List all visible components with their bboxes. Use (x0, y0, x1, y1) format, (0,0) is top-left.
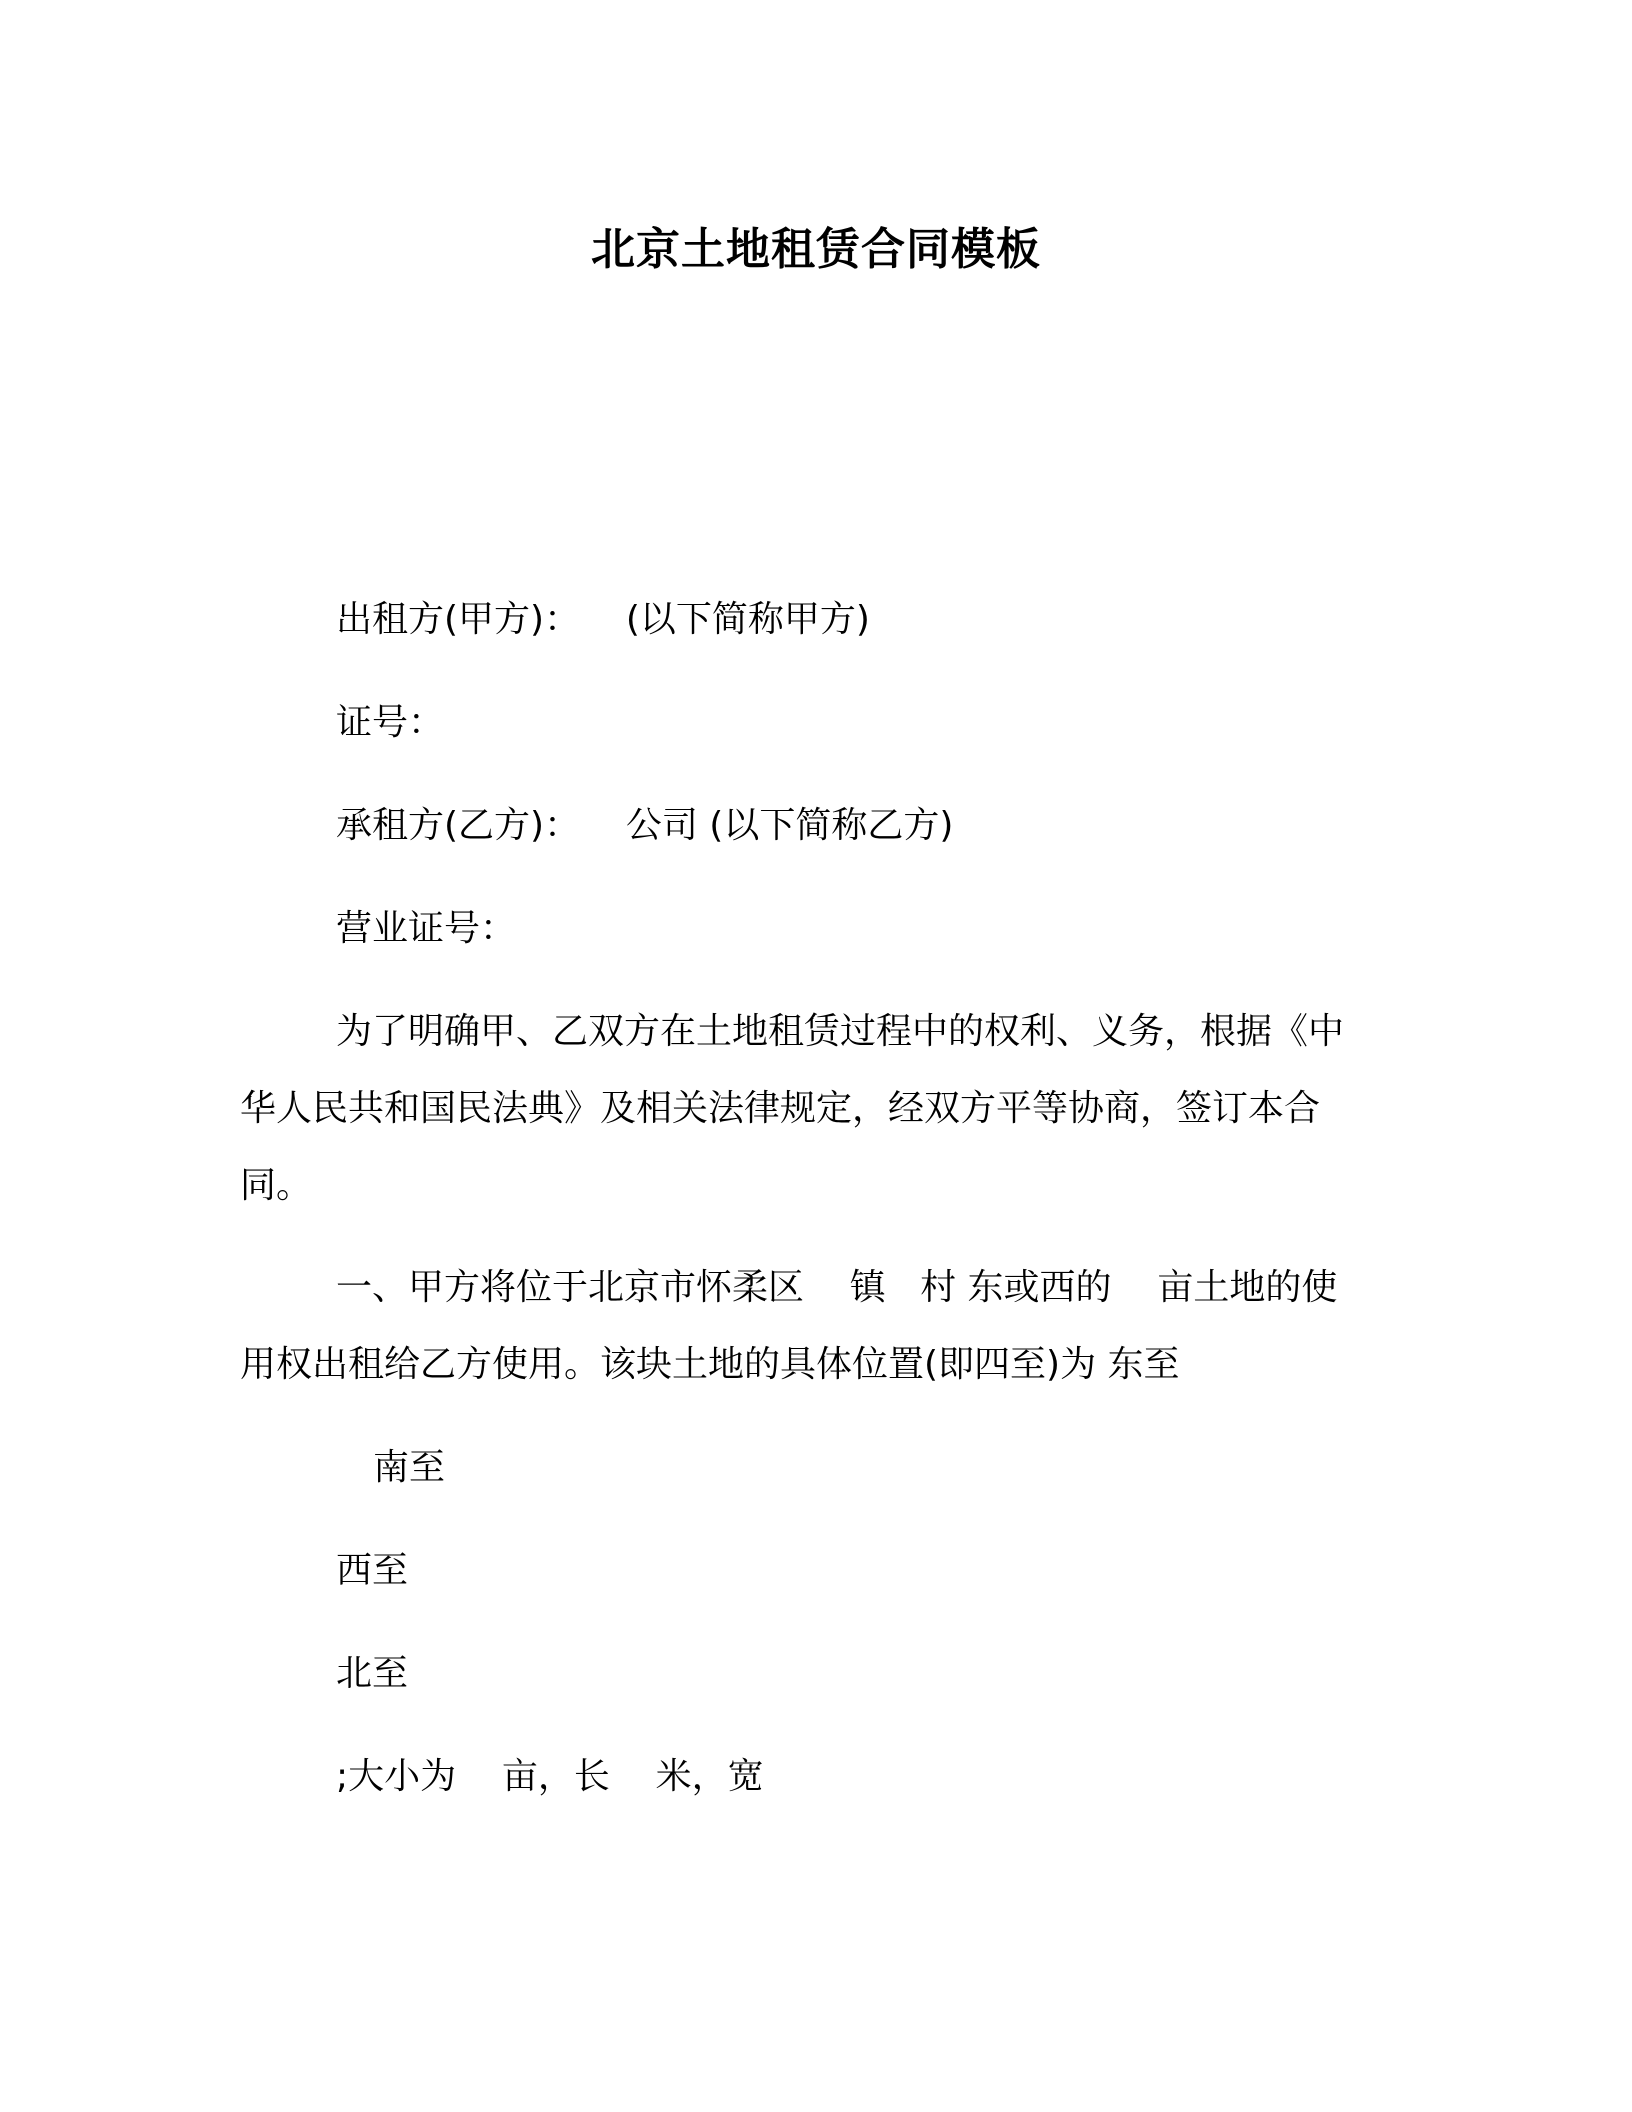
business-license-line: 营业证号： (336, 908, 517, 949)
land-size-line: ;大小为 亩，长 米，宽 (336, 1756, 764, 1797)
lessor-line: 出租方(甲方)： (以下简称甲方) (336, 599, 870, 640)
clause-1-line-1: 一、甲方将位于北京市怀柔区 镇 村 东或西的 亩土地的使 (336, 1267, 1338, 1308)
north-boundary: 北至 (336, 1653, 409, 1694)
preamble-line-3: 同。 (240, 1165, 313, 1206)
preamble-line-1: 为了明确甲、乙双方在土地租赁过程中的权利、义务，根据《中 (336, 1011, 1345, 1052)
south-boundary: 南至 (373, 1447, 446, 1488)
clause-1-line-2: 用权出租给乙方使用。该块土地的具体位置(即四至)为 东至 (240, 1344, 1180, 1385)
preamble-line-2: 华人民共和国民法典》及相关法律规定，经双方平等协商，签订本合 (240, 1088, 1321, 1129)
lessee-line: 承租方(乙方)： 公司 (以下简称乙方) (336, 805, 954, 846)
lessor-id-line: 证号： (336, 702, 445, 743)
document-title: 北京土地租赁合同模板 (591, 224, 1041, 275)
west-boundary: 西至 (336, 1550, 409, 1591)
